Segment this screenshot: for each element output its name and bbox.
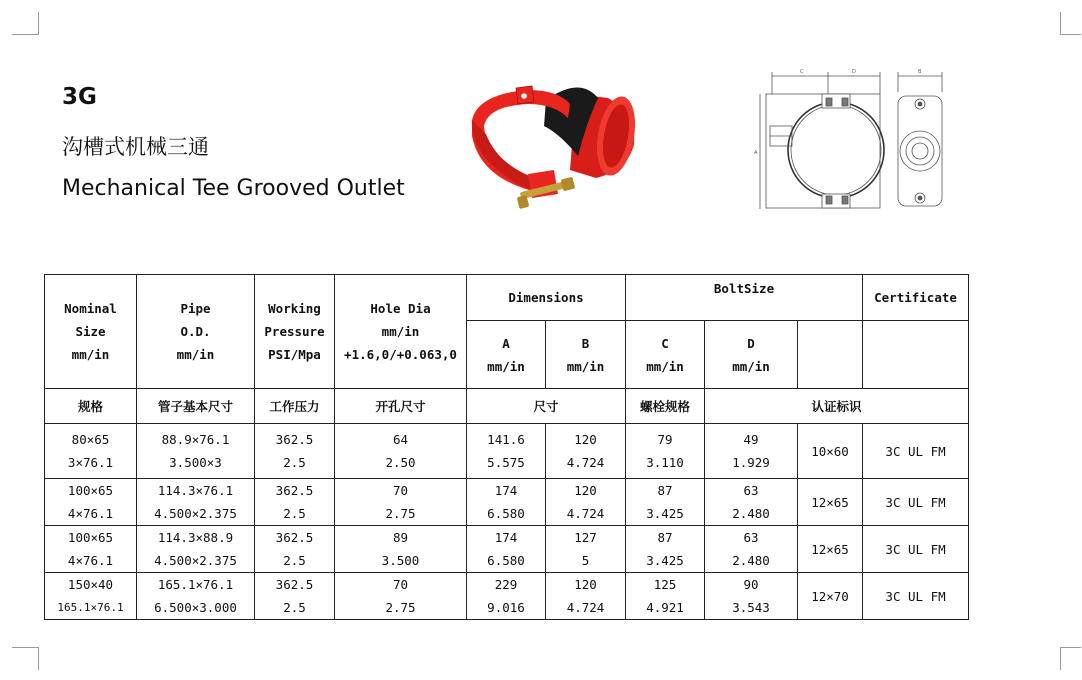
cell-hole: 70 2.75 <box>335 479 467 526</box>
cell-b: 120 4.724 <box>546 479 626 526</box>
header-empty <box>798 321 863 389</box>
header-certificate: Certificate <box>863 275 969 321</box>
cn-header-size: 规格 <box>45 389 137 424</box>
crop-mark-bottom-right <box>1060 647 1081 670</box>
cell-od: 114.3×76.1 4.500×2.375 <box>137 479 255 526</box>
cell-pressure: 362.5 2.5 <box>255 573 335 620</box>
header-empty <box>863 321 969 389</box>
header-dim-d: D mm/in <box>705 321 798 389</box>
cn-header-hole: 开孔尺寸 <box>335 389 467 424</box>
table-row <box>45 479 969 526</box>
dimension-label-a: A <box>754 150 758 156</box>
product-model: 3G <box>62 84 97 110</box>
cell-c: 125 4.921 <box>626 573 705 620</box>
cell-d: 49 1.929 <box>705 424 798 479</box>
cell-a: 174 6.580 <box>467 526 546 573</box>
dimension-label-b: B <box>918 69 922 75</box>
cell-a: 229 9.016 <box>467 573 546 620</box>
cell-od: 88.9×76.1 3.500×3 <box>137 424 255 479</box>
crop-mark-bottom-left <box>12 647 39 670</box>
cell-certificate: 3C UL FM <box>863 479 969 526</box>
header-dim-b: B mm/in <box>546 321 626 389</box>
cell-d: 90 3.543 <box>705 573 798 620</box>
cell-b: 127 5 <box>546 526 626 573</box>
cell-c: 87 3.425 <box>626 526 705 573</box>
crop-mark-top-left <box>12 12 39 35</box>
cn-header-pressure: 工作压力 <box>255 389 335 424</box>
header-pipe-od: Pipe O.D. mm/in <box>137 275 255 389</box>
technical-drawing <box>752 64 952 214</box>
cell-certificate: 3C UL FM <box>863 526 969 573</box>
cell-pressure: 362.5 2.5 <box>255 479 335 526</box>
cell-d: 63 2.480 <box>705 479 798 526</box>
cell-d: 63 2.480 <box>705 526 798 573</box>
table-row <box>45 573 969 620</box>
cell-hole: 70 2.75 <box>335 573 467 620</box>
cell-c: 79 3.110 <box>626 424 705 479</box>
cell-size: 150×40 165.1×76.1 <box>45 573 137 620</box>
cn-header-cert: 认证标识 <box>705 389 969 424</box>
cell-a: 174 6.580 <box>467 479 546 526</box>
cell-bolt: 10×60 <box>798 424 863 479</box>
cell-b: 120 4.724 <box>546 573 626 620</box>
cell-certificate: 3C UL FM <box>863 424 969 479</box>
cell-hole: 64 2.50 <box>335 424 467 479</box>
crop-mark-top-right <box>1060 12 1081 35</box>
header-nominal-size: Nominal Size mm/in <box>45 275 137 389</box>
cell-od: 165.1×76.1 6.500×3.000 <box>137 573 255 620</box>
cell-bolt: 12×65 <box>798 526 863 573</box>
cell-c: 87 3.425 <box>626 479 705 526</box>
header-working-pressure: Working Pressure PSI/Mpa <box>255 275 335 389</box>
cell-bolt: 12×70 <box>798 573 863 620</box>
cell-pressure: 362.5 2.5 <box>255 526 335 573</box>
table-row <box>45 424 969 479</box>
dimension-label-d: D <box>852 69 856 75</box>
dimension-label-c: C <box>800 69 804 75</box>
cell-pressure: 362.5 2.5 <box>255 424 335 479</box>
header-dim-a: A mm/in <box>467 321 546 389</box>
header-dim-c: C mm/in <box>626 321 705 389</box>
cell-certificate: 3C UL FM <box>863 573 969 620</box>
cell-hole: 89 3.500 <box>335 526 467 573</box>
specification-table <box>44 274 969 620</box>
product-title-chinese: 沟槽式机械三通 <box>62 135 209 159</box>
cell-size: 100×65 4×76.1 <box>45 526 137 573</box>
cell-b: 120 4.724 <box>546 424 626 479</box>
header-dimensions: Dimensions <box>467 275 626 321</box>
cn-header-bolt: 螺栓规格 <box>626 389 705 424</box>
cell-a: 141.6 5.575 <box>467 424 546 479</box>
cn-header-dimensions: 尺寸 <box>467 389 626 424</box>
table-row <box>45 526 969 573</box>
cell-bolt: 12×65 <box>798 479 863 526</box>
cell-od: 114.3×88.9 4.500×2.375 <box>137 526 255 573</box>
cell-size: 100×65 4×76.1 <box>45 479 137 526</box>
header-hole-dia: Hole Dia mm/in +1.6,0/+0.063,0 <box>335 275 467 389</box>
product-photo <box>458 74 644 216</box>
header-bolt-size: BoltSize <box>626 275 863 321</box>
product-title-english: Mechanical Tee Grooved Outlet <box>62 176 405 201</box>
cn-header-pipe-od: 管子基本尺寸 <box>137 389 255 424</box>
cell-size: 80×65 3×76.1 <box>45 424 137 479</box>
